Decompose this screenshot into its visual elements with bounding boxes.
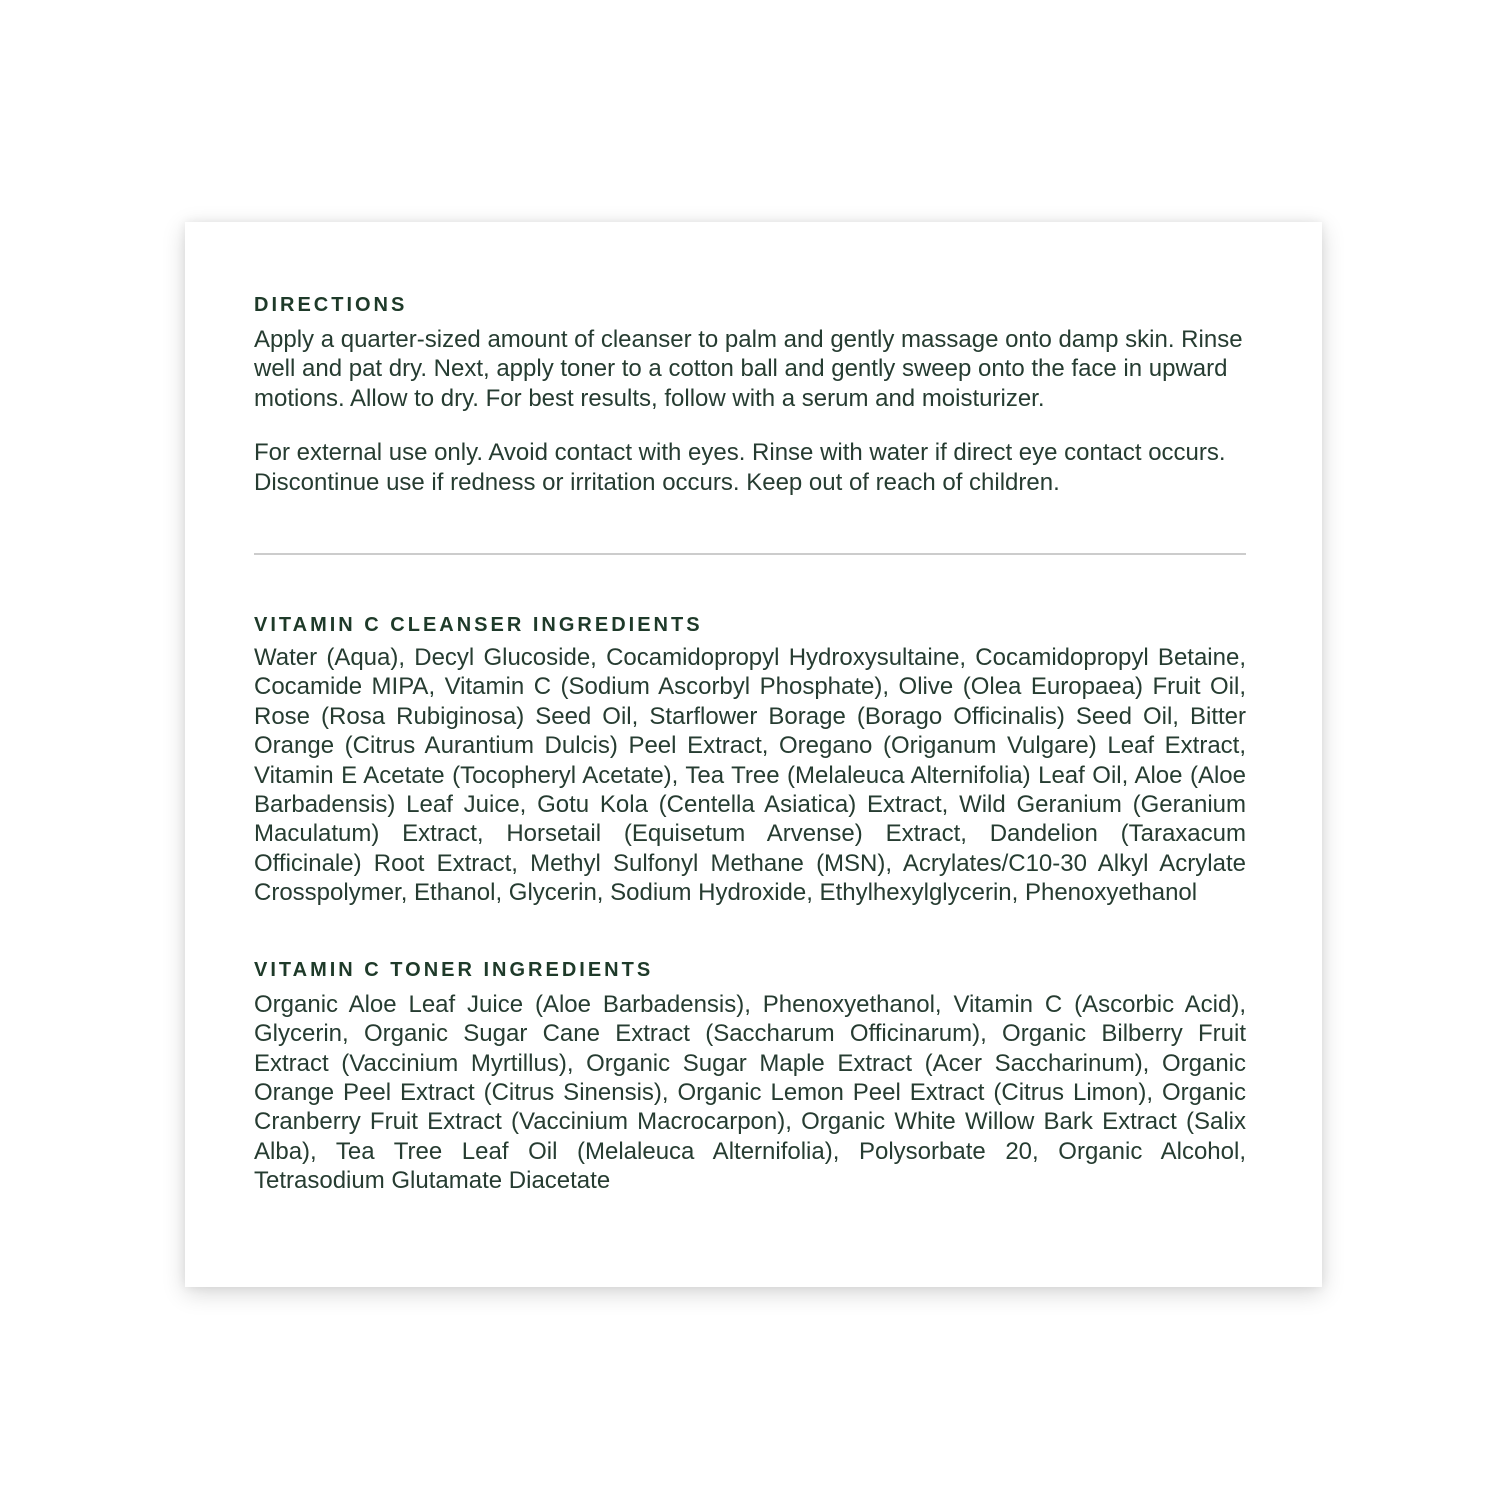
toner-ingredients-list: Organic Aloe Leaf Juice (Aloe Barbadensis), Phenoxyethanol, Vitamin C (Ascorbic Acid), Glycerin, Organic Sugar Cane Extract (Saccharum Officinarum), Organic Bilberry Fruit Extract (Vaccinium Myrtillus), Organic Sugar Maple Extract (Acer Saccharinum), Organic Orange Peel Extract (Citrus Sinensis), Organic Lemon Peel Extract (Citrus Limon), Organic Cranberry Fruit Extract (Vaccinium Macrocarpon), Organic White Willow Bark Extract (Salix Alba), Tea Tree Leaf Oil (Melaleuca Alternifolia), Polysorbate 20, Organic Alcohol, Tetrasodium Glutamate Diacetate <box>254 990 1246 1195</box>
cleanser-ingredients-list: Water (Aqua), Decyl Glucoside, Cocamidopropyl Hydroxysultaine, Cocamidopropyl Betaine, Cocamide MIPA, Vitamin C (Sodium Ascorbyl Phosphate), Olive (Olea Europaea) Fruit Oil, Rose (Rosa Rubiginosa) Seed Oil, Starflower Borage (Borago Officinalis) Seed Oil, Bitter Orange (Citrus Aurantium Dulcis) Peel Extract, Oregano (Origanum Vulgare) Leaf Extract, Vitamin E Acetate (Tocopheryl Acetate), Tea Tree (Melaleuca Alternifolia) Leaf Oil, Aloe (Aloe Barbadensis) Leaf Juice, Gotu Kola (Centella Asiatica) Extract, Wild Geranium (Geranium Maculatum) Extract, Horsetail (Equisetum Arvense) Extract, Dandelion (Taraxacum Officinale) Root Extract, Methyl Sulfonyl Methane (MSN), Acrylates/C10-30 Alkyl Acrylate Crosspolymer, Ethanol, Glycerin, Sodium Hydroxide, Ethylhexylglycerin, Phenoxyethanol <box>254 644 1246 907</box>
section-divider <box>254 553 1246 555</box>
cleanser-ingredients-heading: VITAMIN C CLEANSER INGREDIENTS <box>254 614 703 637</box>
directions-heading: DIRECTIONS <box>254 294 408 316</box>
cleanser-ingredients-section <box>254 615 1246 908</box>
toner-ingredients-section <box>254 960 1246 1196</box>
directions-section <box>254 295 1246 497</box>
directions-paragraph-warning: For external use only. Avoid contact with eyes. Rinse with water if direct eye contact occurs. Discontinue use if redness or irritation occurs. Keep out of reach of children. <box>254 439 1226 496</box>
product-label-card <box>185 222 1322 1287</box>
toner-ingredients-heading: VITAMIN C TONER INGREDIENTS <box>254 958 654 981</box>
directions-paragraph-usage: Apply a quarter-sized amount of cleanser to palm and gently massage onto damp skin. Rinse well and pat dry. Next, apply toner to a cotton ball and gently sweep onto the face in upward motions. Allow to dry. For best results, follow with a serum and moisturizer. <box>254 326 1243 412</box>
